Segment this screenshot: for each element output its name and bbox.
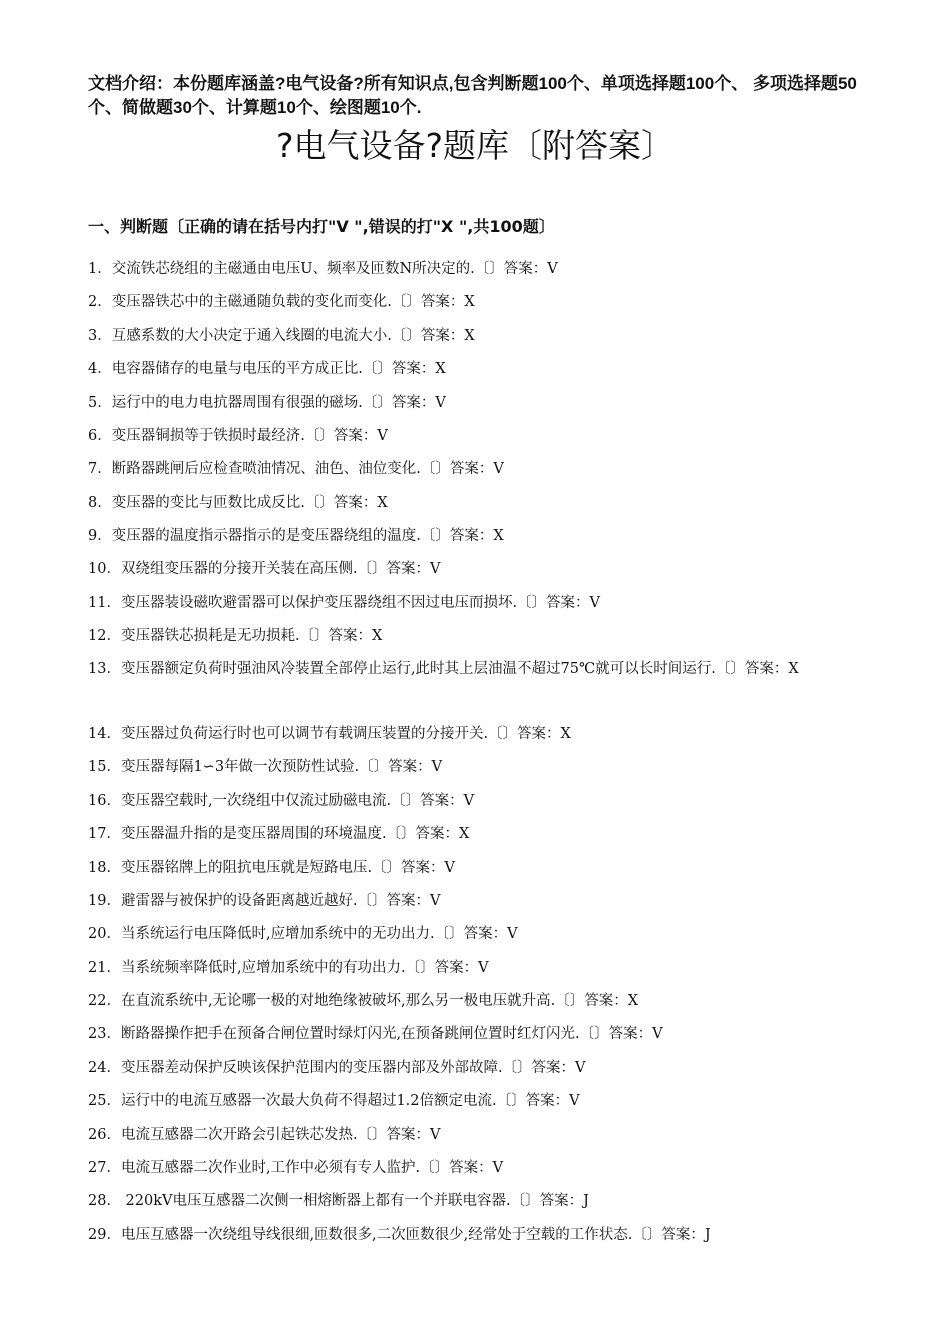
question-item: 7．断路器跳闸后应检查喷油情况、油色、油位变化.〔〕答案：V [88, 461, 504, 477]
question-item: 23．断路器操作把手在预备合闸位置时绿灯闪光,在预备跳闸位置时红灯闪光.〔〕答案：V [88, 1026, 663, 1042]
question-item: 4．电容器储存的电量与电压的平方成正比.〔〕答案：X [88, 361, 446, 377]
section-heading: 一、判断题〔正确的请在括号内打"V ",错误的打"X ",共100题〕 [88, 217, 555, 236]
question-item: 26．电流互感器二次开路会引起铁芯发热.〔〕答案：V [88, 1127, 441, 1143]
question-item: 28． 220kV电压互感器二次侧一相熔断器上都有一个并联电容器.〔〕答案：J [88, 1193, 589, 1209]
question-item: 2．变压器铁芯中的主磁通随负载的变化而变化.〔〕答案：X [88, 294, 475, 310]
document-title: ?电气设备?题库〔附答案〕 [275, 126, 675, 165]
question-item: 14．变压器过负荷运行时也可以调节有载调压装置的分接开关.〔〕答案：X [88, 726, 571, 742]
question-item: 3．互感系数的大小决定于通入线圈的电流大小.〔〕答案：X [88, 328, 475, 344]
question-item: 17．变压器温升指的是变压器周围的环境温度.〔〕答案：X [88, 826, 470, 842]
question-item: 15．变压器每隔1∽3年做一次预防性试验.〔〕答案：V [88, 759, 443, 775]
question-item: 27．电流互感器二次作业时,工作中必须有专人监护.〔〕答案：V [88, 1160, 504, 1176]
question-item: 13．变压器额定负荷时强油风冷装置全部停止运行,此时其上层油温不超过75℃就可以长时间运行.〔〕答案：X [88, 661, 799, 677]
question-item: 19．避雷器与被保护的设备距离越近越好.〔〕答案：V [88, 893, 441, 909]
question-item: 8．变压器的变比与匝数比成反比.〔〕答案：X [88, 495, 388, 511]
question-item: 11．变压器装设磁吹避雷器可以保护变压器绕组不因过电压而损坏.〔〕答案：V [88, 595, 601, 611]
question-item: 5．运行中的电力电抗器周围有很强的磁场.〔〕答案：V [88, 395, 446, 411]
question-item: 10．双绕组变压器的分接开关装在高压侧.〔〕答案：V [88, 561, 441, 577]
question-item: 16．变压器空载时,一次绕组中仅流过励磁电流.〔〕答案：V [88, 793, 475, 809]
question-item: 6．变压器铜损等于铁损时最经济.〔〕答案：V [88, 428, 388, 444]
question-item: 22．在直流系统中,无论哪一极的对地绝缘被破坏,那么另一极电压就升高.〔〕答案：X [88, 993, 639, 1009]
question-item: 1．交流铁芯绕组的主磁通由电压U、频率及匝数N所决定的.〔〕答案：V [88, 261, 558, 277]
question-item: 25．运行中的电流互感器一次最大负荷不得超过1.2倍额定电流.〔〕答案：V [88, 1093, 580, 1109]
question-item: 21．当系统频率降低时,应增加系统中的有功出力.〔〕答案：V [88, 960, 489, 976]
question-item: 24．变压器差动保护反映该保护范围内的变压器内部及外部故障.〔〕答案：V [88, 1060, 586, 1076]
question-item: 20．当系统运行电压降低时,应增加系统中的无功出力.〔〕答案：V [88, 926, 518, 942]
document-intro: 文档介绍：本份题库涵盖?电气设备?所有知识点,包含判断题100个、单项选择题100个、 多项选择题50个、简做题30个、计算题10个、绘图题10个. [88, 74, 857, 117]
question-item: 12．变压器铁芯损耗是无功损耗.〔〕答案：X [88, 628, 383, 644]
question-item: 18．变压器铭牌上的阻抗电压就是短路电压.〔〕答案：V [88, 860, 456, 876]
question-item: 29．电压互感器一次绕组导线很细,匝数很多,二次匝数很少,经常处于空载的工作状态.〔〕答案：J [88, 1227, 711, 1243]
question-item: 9．变压器的温度指示器指示的是变压器绕组的温度.〔〕答案：X [88, 528, 504, 544]
